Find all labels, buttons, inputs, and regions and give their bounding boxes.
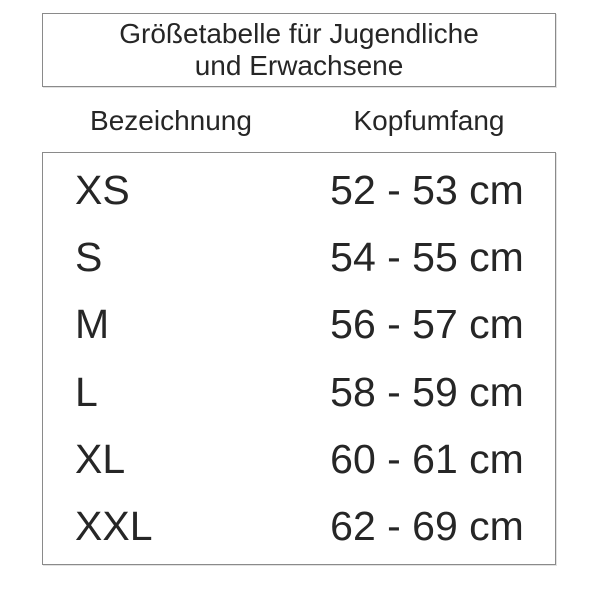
page-title-line-1: Größetabelle für Jugendliche (119, 18, 479, 49)
size-cell: S (75, 234, 103, 281)
page-title-line-2: und Erwachsene (194, 50, 404, 81)
table-row (43, 368, 555, 415)
size-cell: M (75, 301, 110, 348)
table-row (43, 234, 555, 281)
size-cell: L (75, 368, 98, 415)
range-cell: 54 - 55 cm (330, 234, 524, 281)
table-row (43, 502, 555, 549)
table-row (43, 301, 555, 348)
range-cell: 62 - 69 cm (330, 502, 524, 549)
column-header-kopfumfang: Kopfumfang (353, 105, 505, 136)
table-row (43, 167, 555, 214)
range-cell: 56 - 57 cm (330, 301, 524, 348)
size-cell: XS (75, 167, 130, 214)
title-box (42, 13, 556, 87)
range-cell: 60 - 61 cm (330, 435, 524, 482)
table-row (43, 435, 555, 482)
size-table (42, 152, 556, 565)
range-cell: 58 - 59 cm (330, 368, 524, 415)
column-header-bezeichnung: Bezeichnung (90, 105, 252, 136)
size-cell: XXL (75, 502, 153, 549)
range-cell: 52 - 53 cm (330, 167, 524, 214)
size-cell: XL (75, 435, 126, 482)
column-headers (42, 101, 558, 141)
